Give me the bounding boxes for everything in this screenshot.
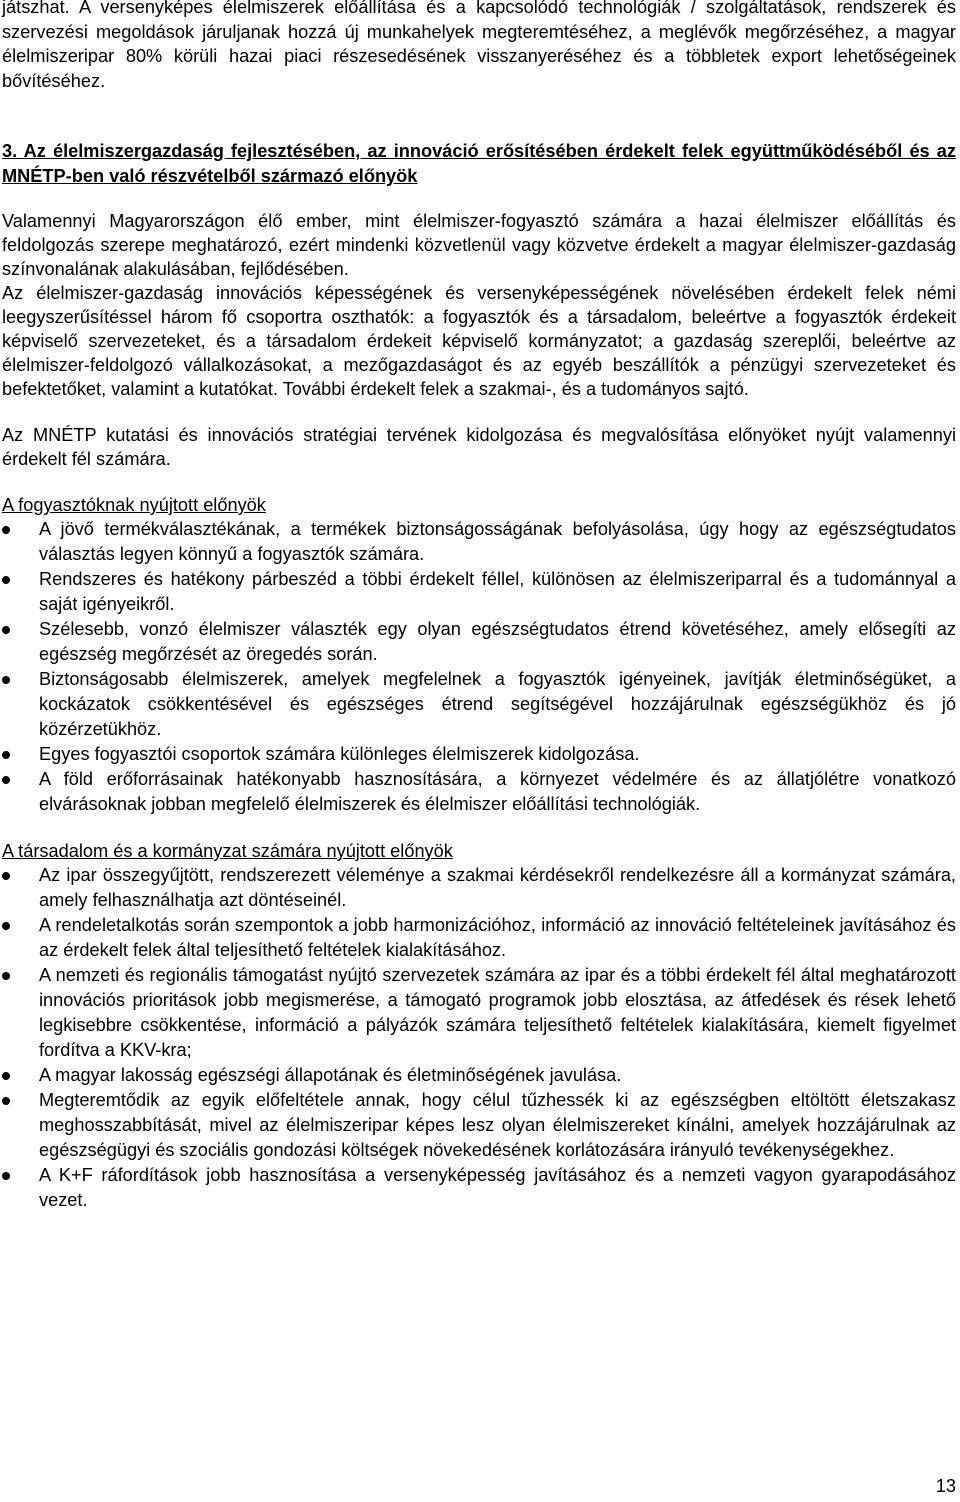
list-item: Megteremtődik az egyik előfeltétele annak, hogy célul tűzhessék ki az egészségben eltöltött életszakasz meghosszabbítását, mivel az élelmiszeripar képes lesz olyan élelmiszereket kínálni, amelyek hozzájárulnak az egészségügyi és szociális gondozási költségek növekedésének korlátozására irányuló tevékenységekhez. bbox=[2, 1088, 956, 1163]
consumers-benefit-list bbox=[2, 517, 956, 817]
society-benefit-list bbox=[2, 863, 956, 1213]
list-item: Szélesebb, vonzó élelmiszer választék egy olyan egészségtudatos étrend követéséhez, amely elősegíti az egészség megőrzését az öregedés során. bbox=[2, 617, 956, 667]
intro-paragraph: játszhat. A versenyképes élelmiszerek előállítása és a kapcsolódó technológiák / szolgáltatások, rendszerek és szervezési megoldások járuljanak hozzá új munkahelyek megteremtéséhez, a meglévők megőrzéséhez, a magyar élelmiszeripar 80% körüli hazai piaci részesedésének visszanyeréséhez és a többletek export lehetőségeinek bővítéséhez. bbox=[2, 0, 956, 91]
list-item: A jövő termékválasztékának, a termékek biztonságosságának befolyásolása, úgy hogy az egészségtudatos választás legyen könnyű a fogyasztók számára. bbox=[2, 517, 956, 567]
list-item: A magyar lakosság egészségi állapotának és életminőségének javulása. bbox=[2, 1063, 956, 1088]
list-item: Egyes fogyasztói csoportok számára különleges élelmiszerek kidolgozása. bbox=[2, 742, 956, 767]
list-item: A K+F ráfordítások jobb hasznosítása a versenyképesség javításához és a nemzeti vagyon gyarapodásához vezet. bbox=[2, 1163, 956, 1213]
consumers-subheading: A fogyasztóknak nyújtott előnyök bbox=[2, 495, 266, 515]
paragraph-benefits: Az MNÉTP kutatási és innovációs stratégiai tervének kidolgozása és megvalósítása előnyöket nyújt valamennyi érdekelt fél számára. bbox=[2, 425, 956, 469]
list-item: Biztonságosabb élelmiszerek, amelyek megfelelnek a fogyasztók igényeinek, javítják életminőségüket, a kockázatok csökkentésével és egészséges étrend segítségével hozzájárulnak egészségükhöz és jó közérzetükhöz. bbox=[2, 667, 956, 742]
section-heading: 3. Az élelmiszergazdaság fejlesztésében, az innováció erősítésében érdekelt felek együttműködéséből és az MNÉTP-ben való részvételből származó előnyök bbox=[2, 141, 956, 186]
document-page bbox=[2, 0, 956, 1213]
society-subheading: A társadalom és a kormányzat számára nyújtott előnyök bbox=[2, 841, 453, 861]
list-item: A rendeletalkotás során szempontok a jobb harmonizációhoz, információ az innováció feltételeinek javításához és az érdekelt felek által teljesíthető feltételek kialakításához. bbox=[2, 913, 956, 963]
paragraph-stakeholders: Valamennyi Magyarországon élő ember, mint élelmiszer-fogyasztó számára a hazai élelmiszer előállítás és feldolgozás szerepe meghatározó, ezért mindenki közvetlenül vagy közvetve érdekelt a magyar élelmiszer-gazdaság színvonalának alakulásában, fejlődésében. bbox=[2, 211, 956, 279]
list-item: Rendszeres és hatékony párbeszéd a többi érdekelt féllel, különösen az élelmiszeriparral és a tudománnyal a saját igényeikről. bbox=[2, 567, 956, 617]
page-number: 13 bbox=[935, 1476, 956, 1496]
list-item: Az ipar összegyűjtött, rendszerezett véleménye a szakmai kérdésekről rendelkezésre áll a kormányzat számára, amely felhasználhatja azt döntéseinél. bbox=[2, 863, 956, 913]
list-item: A föld erőforrásainak hatékonyabb hasznosítására, a környezet védelmére és az állatjólétre vonatkozó elvárásoknak jobban megfelelő élelmiszerek és élelmiszer előállítási technológiák. bbox=[2, 767, 956, 817]
list-item: A nemzeti és regionális támogatást nyújtó szervezetek számára az ipar és a többi érdekelt fél által meghatározott innovációs prioritások jobb megismerése, a támogató programok jobb elosztása, az átfedések és rések lehető legkisebbre csökkentése, információ a pályázók számára teljesíthető feltételek kialakítására, kiemelt figyelmet fordítva a KKV-kra; bbox=[2, 963, 956, 1063]
paragraph-groups: Az élelmiszer-gazdaság innovációs képességének és versenyképességének növelésében érdekelt felek némi leegyszerűsítéssel három fő csoportra oszthatók: a fogyasztók és a társadalom, beleértve a fogyasztók érdekeit képviselő szervezeteket, és a társadalom érdekeit képviselő kormányzatot; a gazdaság szereplői, beleértve az élelmiszer-feldolgozó vállalkozásokat, a mezőgazdaságot és az egyéb beszállítók a pénzügyi szervezeteket és befektetőket, valamint a kutatókat. További érdekelt felek a szakmai-, és a tudományos sajtó. bbox=[2, 283, 956, 399]
